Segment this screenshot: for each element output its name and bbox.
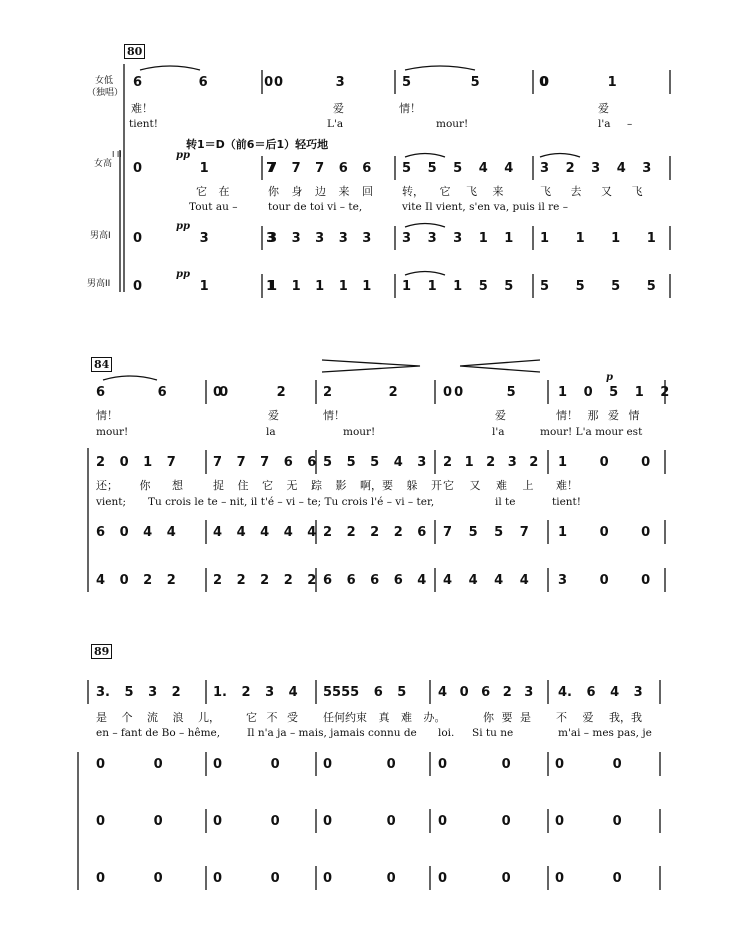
measure-number: 80 <box>124 44 145 59</box>
key-change-direction: 转1＝D（前6＝后1）轻巧地 <box>186 138 329 151</box>
measure: 0 1 <box>540 75 617 90</box>
measure: 0 0 <box>213 814 280 829</box>
lyric-fr: mour! <box>343 426 376 438</box>
measure: 0 0 <box>323 757 396 772</box>
lyric-cn: 任何约束 真 难 办。 <box>323 711 446 724</box>
lyric-cn: 情！ <box>323 409 345 422</box>
lyric-fr: Il n'a ja – mais, jamais connu de <box>247 727 417 739</box>
lyric-fr: m'ai – mes pas, je <box>558 727 652 739</box>
measure: 0 0 <box>555 871 622 886</box>
measure: 0 0 <box>555 814 622 829</box>
lyric-cn: 是 个 流 浪 儿， <box>96 711 220 724</box>
part-label-sub: （独唱） <box>87 88 124 98</box>
lyric-fr: il te <box>495 496 516 508</box>
lyric-cn: 爱 <box>268 409 279 422</box>
measure: 0 5 <box>443 385 516 400</box>
measure: 6 0 4 4 <box>96 525 176 540</box>
lyric-cn: 爱 <box>333 102 344 115</box>
part-label: 男高I <box>90 231 111 241</box>
dynamic-mark: p <box>606 372 613 383</box>
measure: 0 0 <box>96 757 163 772</box>
lyric-fr: Tout au – <box>189 201 238 213</box>
measure: 0 0 <box>438 757 511 772</box>
lyric-fr: L'a <box>327 118 344 130</box>
measure: 7 7 7 6 6 <box>268 161 372 176</box>
measure: 4 0 2 2 <box>96 573 176 588</box>
measure: 5555 6 5 <box>323 685 407 700</box>
lyric-cn: 它 不 受 <box>246 711 298 724</box>
measure: 0 0 <box>323 871 396 886</box>
measure: 1 1 1 1 1 <box>268 279 372 294</box>
measure: 4 0 6 2 3 <box>438 685 534 700</box>
measure: 4. 6 4 3 <box>558 685 643 700</box>
measure: 0 0 <box>213 871 280 886</box>
measure: 2 2 2 2 2 <box>213 573 317 588</box>
lyric-cn: 它 又 难 上 <box>443 479 534 492</box>
measure: 0 3 3 <box>133 231 276 246</box>
lyric-cn: 你 要 是 <box>483 711 531 724</box>
lyric-fr: loi. <box>438 727 455 739</box>
measure: 0 1 7 <box>133 161 276 176</box>
lyric-cn: 难！ <box>556 479 578 492</box>
lyric-fr: – <box>627 118 633 130</box>
measure: 6 6 6 6 4 <box>323 573 427 588</box>
measure: 2 1 2 3 2 <box>443 455 539 470</box>
measure: 6 6 0 <box>133 75 274 90</box>
lyric-fr: vite Il vient, s'en va, puis il re – <box>402 201 568 213</box>
measure: 1 0 0 <box>558 455 651 470</box>
lyric-fr: mour! L'a mour est <box>540 426 643 438</box>
lyric-cn: 不 爱 我，我 <box>556 711 642 724</box>
measure: 0 0 <box>96 871 163 886</box>
lyric-cn: 还； 你 想 <box>96 479 183 492</box>
lyric-cn: 难！ <box>131 102 153 115</box>
measure: 5 5 5 4 3 <box>323 455 427 470</box>
measure-number: 84 <box>91 357 112 372</box>
measure: 0 3 <box>274 75 345 90</box>
measure: 0 0 <box>555 757 622 772</box>
lyric-cn: 转， 它 飞 来 <box>402 185 504 198</box>
part-label-sub: I II <box>112 150 122 159</box>
measure: 1 0 0 <box>558 525 651 540</box>
lyric-fr: tour de toi vi – te, <box>268 201 363 213</box>
dynamic-mark: pp <box>176 269 190 280</box>
lyric-fr: Si tu ne <box>472 727 514 739</box>
measure: 5 5 5 4 4 <box>402 161 514 176</box>
measure: 3 3 3 1 1 <box>402 231 514 246</box>
measure: 3 3 3 3 3 <box>268 231 372 246</box>
measure: 3 2 3 4 3 <box>540 161 652 176</box>
lyric-fr: la <box>266 426 276 438</box>
measure: 4 4 4 4 4 <box>213 525 317 540</box>
lyric-cn: 飞 去 又 飞 <box>540 185 643 198</box>
lyric-fr: l'a <box>598 118 611 130</box>
measure: 1 1 1 5 5 <box>402 279 514 294</box>
dynamic-mark: pp <box>176 150 190 161</box>
measure: 0 0 <box>438 871 511 886</box>
measure: 3 0 0 <box>558 573 651 588</box>
lyric-fr: en – fant de Bo – hême, <box>96 727 221 739</box>
measure: 0 0 <box>323 814 396 829</box>
lyric-cn: 爱 <box>598 102 609 115</box>
measure: 7 5 5 7 <box>443 525 529 540</box>
measure: 3. 5 3 2 <box>96 685 181 700</box>
lyric-cn: 情！ <box>96 409 118 422</box>
measure: 5 5 5 5 <box>540 279 656 294</box>
measure: 5 5 0 <box>402 75 549 90</box>
measure: 4 4 4 4 <box>443 573 529 588</box>
measure: 2 2 2 2 6 <box>323 525 427 540</box>
lyric-fr: tient! <box>129 118 158 130</box>
measure: 0 0 <box>96 814 163 829</box>
dynamic-mark: pp <box>176 221 190 232</box>
measure: 2 0 1 7 <box>96 455 176 470</box>
part-label: 男高II <box>87 279 111 289</box>
measure: 2 2 0 <box>323 385 464 400</box>
measure: 0 1 1 <box>133 279 276 294</box>
lyric-fr: mour! <box>96 426 129 438</box>
lyric-fr: vient; <box>96 496 127 508</box>
lyric-cn: 情！ <box>399 102 421 115</box>
measure-number: 89 <box>91 644 112 659</box>
measure: 0 2 <box>213 385 286 400</box>
lyric-cn: 它 在 <box>196 185 230 198</box>
lyric-fr: l'a <box>492 426 505 438</box>
measure: 1 0 5 1 2 <box>558 385 670 400</box>
lyric-fr: mour! <box>436 118 469 130</box>
measure: 1 1 1 1 <box>540 231 656 246</box>
measure: 6 6 0 <box>96 385 229 400</box>
lyric-cn: 情！ 那 爱 情 <box>556 409 640 422</box>
lyric-cn: 爱 <box>495 409 506 422</box>
lyric-fr: Tu crois le te – nit, il t'é – vi – te; Tu crois l'é – vi – ter, <box>148 496 435 508</box>
lyric-cn: 你 身 边 来 回 <box>268 185 373 198</box>
measure: 7 7 7 6 6 <box>213 455 317 470</box>
measure: 0 0 <box>438 814 511 829</box>
part-label: 女低 <box>95 76 114 86</box>
measure: 1. 2 3 4 <box>213 685 298 700</box>
lyric-fr: tient! <box>552 496 581 508</box>
lyric-cn: 捉 住 它 无 踪 影 啊，要 躲 开 <box>213 479 442 492</box>
part-label: 女高 <box>94 159 113 169</box>
measure: 0 0 <box>213 757 280 772</box>
